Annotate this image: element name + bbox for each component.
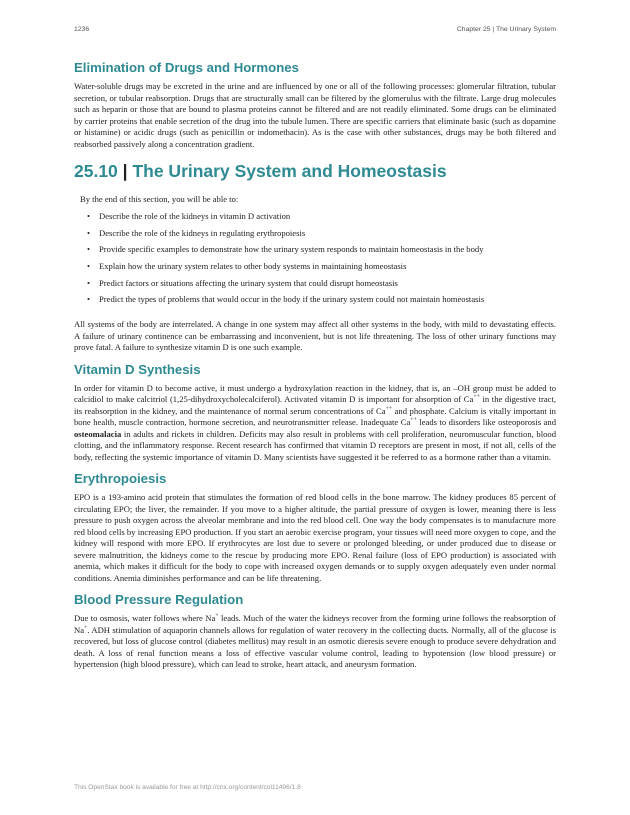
title-separator: | xyxy=(122,161,128,181)
term-osteomalacia: osteomalacia xyxy=(74,428,122,439)
section-number: 25.10 xyxy=(74,161,118,181)
list-item: • Predict the types of problems that would occur in the body if the urinary system could not maintain homeostasis xyxy=(87,294,485,305)
page-number: 1236 xyxy=(74,26,90,33)
objectives-list xyxy=(80,211,556,305)
paragraph-vitamin-d: In order for vitamin D to become active, it must undergo a hydroxylation reaction in the kidney, that is, an –OH group must be added to calcidiol to make calcitriol (1,25-dihydroxycholecalciferol). Activated vitamin D is important for absorption of Ca++ in the digestive tract, its reabsorption in the kidney, and the maintenance of normal serum concentrations of Ca++ and phosphate. Calcium is vitally important in bone health, muscle contraction, hormone secretion, and neurotransmitter release. Inadequate Ca++ leads to disorders like osteoporosis and osteomalacia in adults and rickets in children. Deficits may also result in problems with cell proliferation, neuromuscular function, blood clotting, and the inflammatory response. Recent research has confirmed that vitamin D receptors are present in most, if not all, cells of the body, reflecting the systemic importance of vitamin D. Many scientists have suggested it be referred to as a hormone rather than a vitamin. xyxy=(74,382,557,462)
list-item: • Provide specific examples to demonstrate how the urinary system responds to maintain homeostasis in the body xyxy=(87,244,484,255)
section-title-25-10 xyxy=(74,160,556,182)
list-item: • Describe the role of the kidneys in regulating erythropoiesis xyxy=(87,227,306,238)
bullet-icon: • xyxy=(87,211,91,221)
objectives-intro: By the end of this section, you will be able to: xyxy=(80,194,239,204)
section-title-text: The Urinary System and Homeostasis xyxy=(132,161,447,181)
bullet-icon: • xyxy=(87,277,91,288)
bullet-icon: • xyxy=(87,294,91,305)
list-item: • Explain how the urinary system relates to other body systems in maintaining homeostasis xyxy=(87,261,407,272)
bullet-icon: • xyxy=(87,261,91,272)
section-heading-erythropoiesis: Erythropoiesis xyxy=(74,471,167,487)
page-footer: This OpenStax book is available for free at http://cnx.org/content/col11496/1.8 xyxy=(74,784,301,791)
learning-objectives xyxy=(80,194,556,305)
bullet-icon: • xyxy=(87,227,91,238)
paragraph-blood-pressure: Due to osmosis, water follows where Na+ leads. Much of the water the kidneys recover from the forming urine follows the reabsorption of Na+. ADH stimulation of aquaporin channels allows for regulation of water recovery in the collecting ducts. Normally, all of the glucose is recovered, but loss of glucose control (diabetes mellitus) may result in an osmotic dieresis severe enough to produce severe dehydration and death. A loss of renal function means a loss of effective vascular volume control, leading to hypotension (low blood pressure) or hypertension (high blood pressure), which can lead to stroke, heart attack, and aneurysm formation. xyxy=(74,613,556,670)
paragraph-erythropoiesis: EPO is a 193-amino acid protein that stimulates the formation of red blood cells in the bone marrow. The kidney produces 85 percent of circulating EPO; the liver, the remainder. If you move to a higher altitude, the partial pressure of oxygen is lower, meaning there is less pressure to push oxygen across the alveolar membrane and into the red blood cell. One way the body compensates is to manufacture more red blood cells by increasing EPO production. If you start an aerobic exercise program, your tissues will need more oxygen to cope, and the kidney will respond with more EPO. If erythrocytes are lost due to severe or prolonged bleeding, or under produced due to disease or severe malnutrition, the kidneys come to the rescue by producing more EPO. Renal failure (loss of EPO production) is associated with anemia, which makes it difficult for the body to cope with increased oxygen demands or to supply oxygen adequately even under normal conditions. Anemia diminishes performance and can be life threatening. xyxy=(74,492,556,583)
page-content xyxy=(74,60,556,679)
chapter-title: Chapter 25 | The Urinary System xyxy=(456,26,556,33)
list-item: • Predict factors or situations affecting the urinary system that could disrupt homeostasis xyxy=(87,277,398,288)
section-heading-drugs: Elimination of Drugs and Hormones xyxy=(74,60,299,75)
section-heading-vitamin-d: Vitamin D Synthesis xyxy=(74,361,201,377)
paragraph-homeostasis-intro: All systems of the body are interrelated. A change in one system may affect all other systems in the body, with mild to devastating effects. A failure of urinary continence can be embarrassing and inconvenient, but is not life threatening. The loss of other urinary functions may prove fatal. A failure to synthesize vitamin D is one such example. xyxy=(74,319,556,353)
section-heading-blood-pressure: Blood Pressure Regulation xyxy=(74,592,244,608)
list-item: • Describe the role of the kidneys in vitamin D activation xyxy=(87,211,291,221)
bullet-icon: • xyxy=(87,244,91,255)
paragraph-drugs: Water-soluble drugs may be excreted in the urine and are influenced by one or all of the following processes: glomerular filtration, tubular secretion, or tubular reabsorption. Drugs that are structurally small can be filtered by the glomerulus with the filtrate. Large drug molecules such as heparin or those that are bound to plasma proteins cannot be filtered and are not readily eliminated. Some drugs can be eliminated by carrier proteins that enable secretion of the drug into the tubule lumen. There are specific carriers that eliminate basic (such as dopamine or histamine) or acidic drugs (such as penicillin or indomethacin). As is the case with other substances, drugs may be both filtered and reabsorbed passively along a concentration gradient. xyxy=(74,81,556,149)
